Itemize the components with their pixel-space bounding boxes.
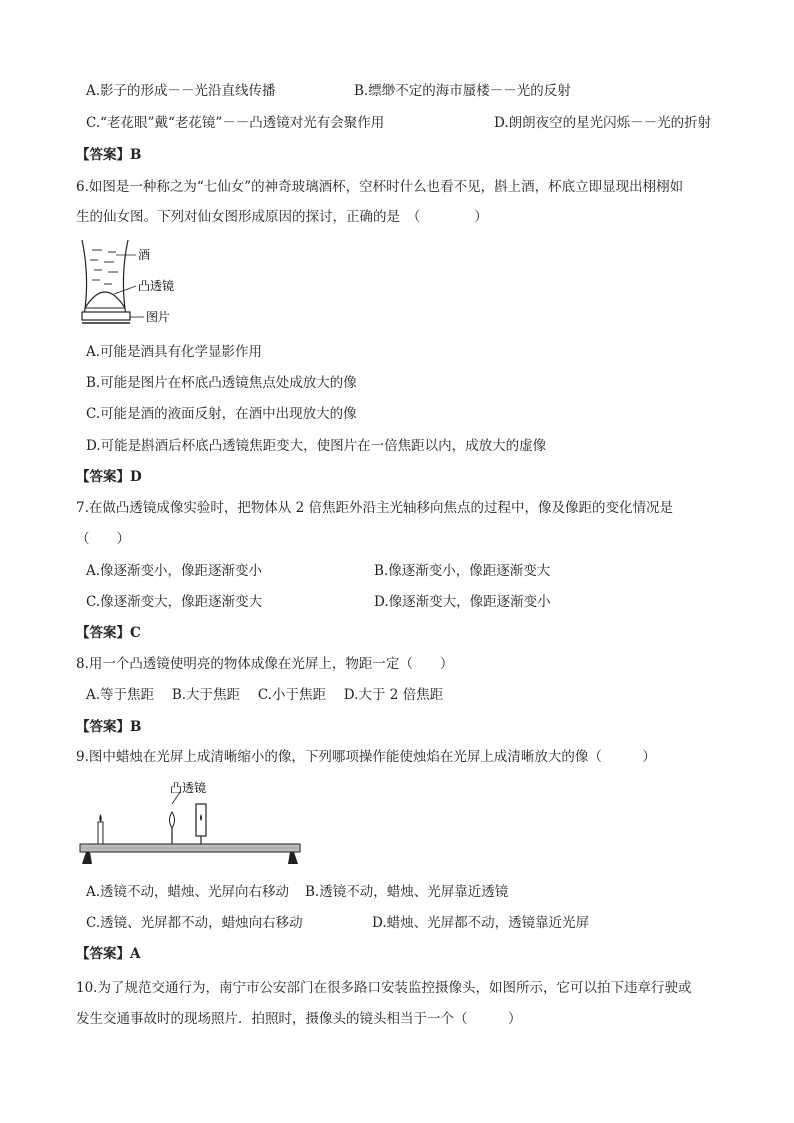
optical-bench-diagram <box>78 778 304 868</box>
q5-option-c: C.“老花眼”戴“老花镜”－－凸透镜对光有会聚作用 <box>86 115 385 131</box>
q9-stem: 9.图中蜡烛在光屏上成清晰缩小的像，下列哪项操作能使烛焰在光屏上成清晰放大的像（ ） <box>76 749 656 765</box>
q10-stem-line2: 发生交通事故时的现场照片．拍照时，摄像头的镜头相当于一个（ ） <box>76 1011 522 1027</box>
q6-option-b: B.可能是图片在杯底凸透镜焦点处成放大的像 <box>86 375 357 391</box>
figure-label-lens: 凸透镜 <box>170 781 207 795</box>
q5-option-a: A.影子的形成－－光沿直线传播 <box>86 83 276 99</box>
q7-option-b: B.像逐渐变小，像距逐渐变大 <box>374 563 551 579</box>
q8-stem: 8.用一个凸透镜使明亮的物体成像在光屏上，物距一定（ ） <box>76 656 454 672</box>
wine-cup-figure <box>78 238 198 328</box>
q9-answer: 【答案】A <box>76 946 141 962</box>
q6-option-a: A.可能是酒具有化学显影作用 <box>86 344 263 360</box>
q6-stem-line1: 6.如图是一种称之为“七仙女”的神奇玻璃酒杯，空杯时什么也看不见，斟上酒，杯底立即显现出栩栩如 <box>76 179 684 195</box>
q6-answer: 【答案】D <box>76 469 142 485</box>
q6-stem-line2: 生的仙女图。下列对仙女图形成原因的探讨，正确的是 （ ） <box>76 209 488 225</box>
q6-option-d: D.可能是斟酒后杯底凸透镜焦距变大，使图片在一倍焦距以内，成放大的虚像 <box>86 438 547 454</box>
figure-label-lens: 凸透镜 <box>138 279 175 293</box>
q8-answer: 【答案】B <box>76 719 142 735</box>
q9-option-b: B.透镜不动，蜡烛、光屏靠近透镜 <box>305 884 509 900</box>
q5-option-d: D.朗朗夜空的星光闪烁－－光的折射 <box>494 115 712 131</box>
q10-stem-line1: 10.为了规范交通行为，南宁市公安部门在很多路口安装监控摄像头，如图所示，它可以拍下违章行驶或 <box>76 980 692 996</box>
q9-option-a: A.透镜不动，蜡烛、光屏向右移动 <box>86 884 290 900</box>
q7-option-d: D.像逐渐变大，像距逐渐变小 <box>374 594 551 610</box>
q7-option-a: A.像逐渐变小，像距逐渐变小 <box>86 563 263 579</box>
q5-option-b: B.缥缈不定的海市蜃楼－－光的反射 <box>354 83 571 99</box>
q7-option-c: C.像逐渐变大，像距逐渐变大 <box>86 594 263 610</box>
q7-answer: 【答案】C <box>76 625 141 641</box>
figure-label-picture: 图片 <box>146 310 171 324</box>
wine-cup-diagram <box>78 238 198 328</box>
q7-stem-line2: （ ） <box>76 531 130 547</box>
optical-bench-figure <box>78 778 304 868</box>
q6-option-c: C.可能是酒的液面反射，在酒中出现放大的像 <box>86 406 357 422</box>
figure-label-wine: 酒 <box>138 248 151 262</box>
q8-options: A.等于焦距 B.大于焦距 C.小于焦距 D.大于 2 倍焦距 <box>86 687 444 703</box>
q9-option-d: D.蜡烛、光屏都不动，透镜靠近光屏 <box>372 915 590 931</box>
q7-stem-line1: 7.在做凸透镜成像实验时，把物体从 2 倍焦距外沿主光轴移向焦点的过程中，像及像距的变化情况是 <box>76 500 674 516</box>
q9-option-c: C.透镜、光屏都不动，蜡烛向右移动 <box>86 915 303 931</box>
q5-answer: 【答案】B <box>76 147 142 163</box>
